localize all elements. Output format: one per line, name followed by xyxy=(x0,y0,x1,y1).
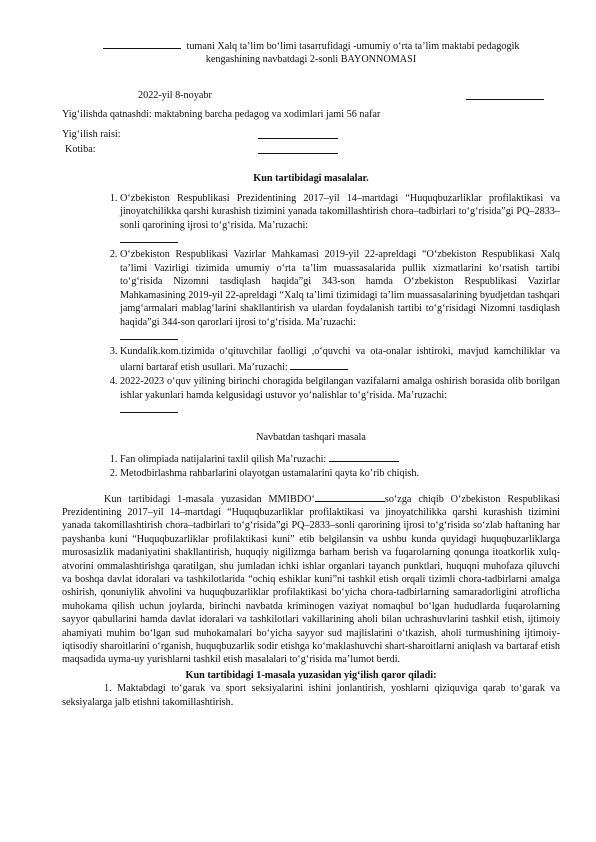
agenda-item: 2. O‘zbekiston Respublikasi Vazirlar Mahkamasi 2019-yil 22-apreldagi “O‘zbekiston Respublikasi Xalq ta’limi Vazirligi tizimida umumiy o‘rta ta’lim muassasalarida pullik xizmatlarini ko‘rsatish tartibi to‘g‘risida Nizomni tasdiqlash haqida”gi 343-son hamda O‘zbekiston Respublikasi Vazirlar Mahkamasining 2019-yil 22-apreldagi “Xalq ta’limi tizimidagi ta’lim muassasalarining byudjetdan tashqari jamg‘armalari mablag‘larini shakllantirish va ulardan foydalanish tartibi to‘g‘risidagi Nizomni tasdiqlash haqida”gi 344-son qarorlari ijrosi to‘g‘risida. Ma’ruzachi: xyxy=(120,248,560,344)
district-blank xyxy=(103,38,181,49)
document-header xyxy=(62,38,560,67)
speaker-blank xyxy=(329,451,399,462)
agenda-item: 3. Kundalik.kom.tizimida o‘qituvchilar faolligi ,o‘quvchi va ota-onalar ishtiroki, mavjud kamchiliklar va ularni bartaraf etish usullari. Ma’ruzachi: xyxy=(120,345,560,374)
header-line-2: kengashining navbatdagi 2-sonli BAYONNOMASI xyxy=(205,54,417,66)
chair-row xyxy=(62,128,560,141)
speaker-blank xyxy=(120,232,178,243)
agenda-item: 1. O‘zbekiston Respublikasi Prezidentining 2017–yil 14–martdagi “Huquqbuzarliklar profilaktikasi va jinoyatchilikka qarshi kurashish tizimini yanada takomillashtirish chora–tadbirlari to‘g‘risida”gi PQ–2833–sonli qarorining ijrosi to‘g‘risida. Ma’ruzachi: xyxy=(120,192,560,248)
speaker-blank xyxy=(120,402,178,413)
agenda-title: Kun tartibidagi masalalar. xyxy=(253,173,369,185)
secretary-row xyxy=(62,143,560,156)
date-row xyxy=(62,89,560,102)
speaker-blank xyxy=(315,491,385,502)
speaker-blank xyxy=(120,329,178,340)
chair-blank xyxy=(258,128,338,139)
header-line-1: tumani Xalq ta’lim bo‘limi tasarrufidagi -umumiy o‘rta ta’lim maktabi pedagogik xyxy=(186,41,520,52)
decision-item: 1. Maktabdagi to‘garak va sport seksiyalarini ishini jonlantirish, yoshlarni qiziquviga qarab to‘garak va seksiyalarga jalb etishni takomillashtirish. xyxy=(62,683,560,708)
meeting-date: 2022-yil 8-noyabr xyxy=(138,89,212,101)
speaker-blank xyxy=(290,359,348,370)
secretary-blank xyxy=(258,143,338,154)
chair-label: Yig‘ilish raisi: xyxy=(62,128,121,140)
extra-agenda-item: 1. Fan olimpiada natijalarini taxlil qilish Ma’ruzachi: xyxy=(120,451,560,466)
discussion-paragraph: Kun tartibidagi 1-masala yuzasidan MMIBDO‘ so‘zga chiqib O‘zbekiston Respublikasi Prezidentining 2017–yil 14–martdagi “Huquqbuzarliklar profilaktikasi va jinoyatchilikka qarshi kurashish tizimini yanada takomillashtirish chora–tadbirlari to‘g‘risida”gi PQ–2833–sonli qarorining ijrosi to‘g‘risida so‘zlab haftaning har payshanba kuni “Huquqbuzarliklar profilaktikasi kuni” etib belgilansin va ushbu kunda quyidagi huquqbuzarliklarga murosasizlik madaniyatini shakllantirish, huquqiy nigilizmga barham berish va fuqarolarning qonunga itoatkorlik xulq-atvorini ommalashtirishga qaratilgan, shu jumladan ichki ishlar organlari tayanch punktlari, huquqni muhofaza qiluvchi va boshqa davlat idoralari va tashkilotlarida “ochiq eshiklar kuni”ni tashkil etish orqali tizimli chora-tadbirlarni amalga oshirish, qonuniylik ahvolini va huquqbuzarliklar profilaktikasi bo‘yicha chora-tadbirlarning samaradorligini atroflicha muhokama qilish uchun joylarda, birinchi navbatda kriminogen vaziyat nomaqbul bo‘lgan hududlarda fuqarolarning sayyor qabullarini hamda davlat idoralari va tashkilotlari vakillarining aholi bilan uchrashuvlarini tashkil etish, ijtimoiy ahamiyati muhim bo‘lgan sud muhokamalari bo‘yicha sayyor sud majlislarini o‘tkazish, aholi turmushining ijtimoiy-iqtisodiy sharoitlarini o‘rganish, huquqbuzarlik sodir etishga ko‘maklashuvchi shart-sharoitlarni aniqlash va bartaraf etish maqsadida uyma-uy yurishlarni tashkil etish masalalari to‘g‘risida ma’lumot berdi. xyxy=(62,491,560,667)
extra-agenda-title: Navbatdan tashqari masala xyxy=(256,432,366,444)
agenda-item: 4. 2022-2023 o‘quv yilining birinchi choragida belgilangan vazifalarni amalga oshirish borasida olib borilgan ishlar yakunlari hamda kelgusidagi ustuvor yo‘nalishlar to‘g‘risida. Ma’ruzachi: xyxy=(120,375,560,417)
date-right-blank xyxy=(466,89,544,100)
agenda-list xyxy=(62,192,560,418)
attendance-line: Yig‘ilishda qatnashdi: maktabning barcha pedagog va xodimlari jami 56 nafar xyxy=(62,109,381,121)
extra-agenda-item: 2. Metodbirlashma rahbarlarini olayotgan ustamalarini qayta ko’rib chiqish. xyxy=(120,467,560,480)
extra-agenda-list xyxy=(62,451,560,481)
secretary-label: Kotiba: xyxy=(65,144,96,156)
decision-title: Kun tartibidagi 1-masala yuzasidan yig‘ilish qaror qiladi: xyxy=(185,669,437,681)
